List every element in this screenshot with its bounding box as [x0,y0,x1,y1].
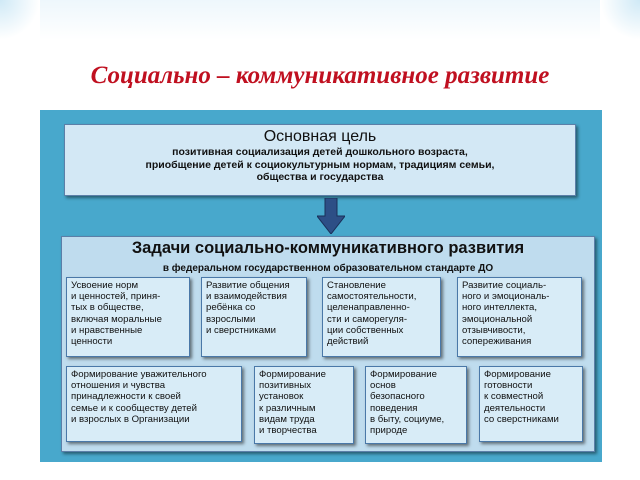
tasks-heading: Задачи социально-коммуникативного развития [131,239,525,257]
down-arrow-icon [317,198,345,234]
task-item-family-respect: Формирование уважительного отношения и чувства принадлежности к своей семье и к сообществу детей и взрослых в Организации [66,366,242,442]
corner-decoration-right [600,0,640,40]
task-item-independence: Становление самостоятельности, целенаправленно- сти и саморегуля- ции собственных действий [322,277,441,357]
task-item-emotional-intelligence: Развитие социаль- ного и эмоциональ- ного интеллекта, эмоциональной отзывчивости, сопереживания [457,277,582,357]
main-goal-text: позитивная социализация детей дошкольного возраста, приобщение детей к социокультурным нормам, традициям семьи, общества и государства [145,146,495,183]
top-decoration [0,0,640,40]
tasks-subheading: в федеральном государственном образовательном стандарте ДО [162,263,494,274]
main-goal-box [64,124,576,196]
main-goal-heading: Основная цель [263,128,377,145]
task-item-safety: Формирование основ безопасного поведения в быту, социуме, природе [365,366,467,444]
task-item-work-attitudes: Формирование позитивных установок к различным видам труда и творчества [254,366,354,444]
slide-title: Социально – коммуникативное развитие [90,62,550,89]
task-item-communication: Развитие общения и взаимодействия ребёнка со взрослыми и сверстниками [201,277,307,357]
task-item-joint-activity: Формирование готовности к совместной деятельности со сверстниками [479,366,583,442]
task-item-norms-values: Усвоение норм и ценностей, приня- тых в обществе, включая моральные и нравственные ценности [66,277,190,357]
corner-decoration-left [0,0,40,40]
